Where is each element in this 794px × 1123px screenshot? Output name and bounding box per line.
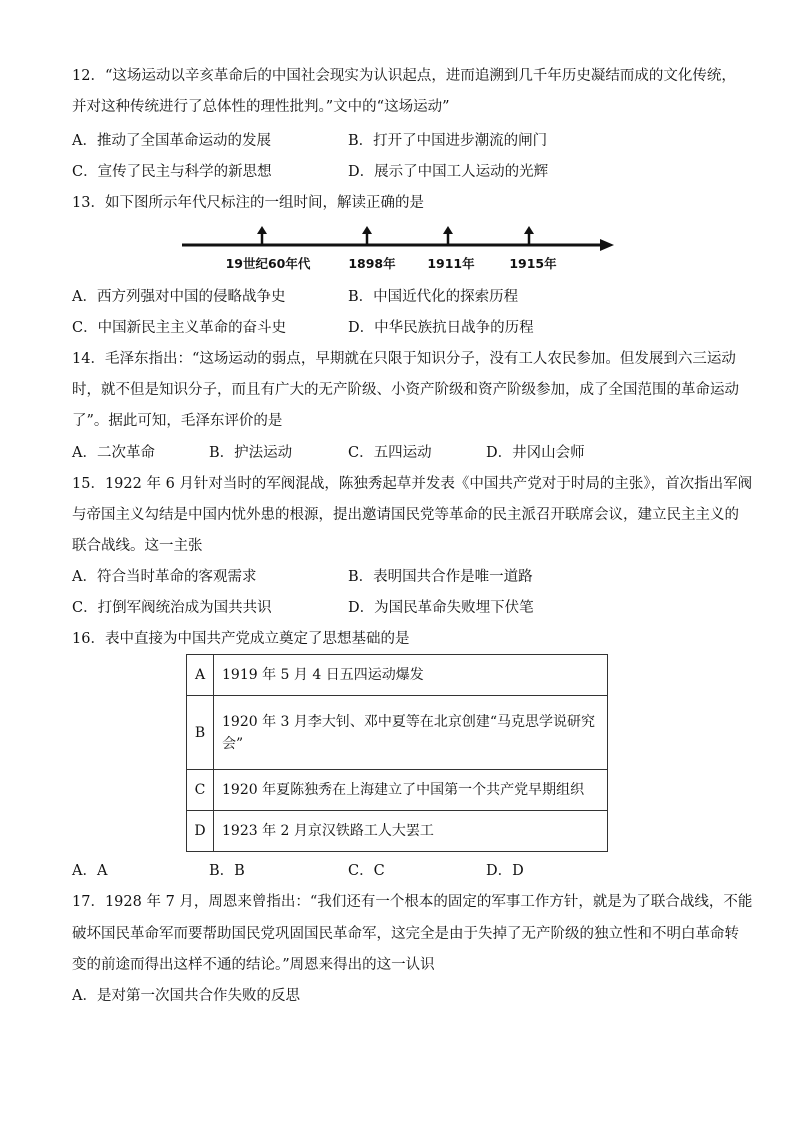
q16-option-d: D．D	[486, 863, 524, 879]
q13-option-c: C．中国新民主主义革命的奋斗史	[72, 320, 287, 336]
q13-option-a: A．西方列强对中国的侵略战争史	[72, 289, 286, 305]
q17-option-a: A．是对第一次国共合作失败的反思	[72, 988, 300, 1004]
timeline-label-3: 1911年	[427, 256, 475, 271]
q16-option-a: A．A	[72, 863, 108, 879]
q16-table	[186, 654, 608, 852]
q15-option-c: C．打倒军阀统治成为国共共识	[72, 600, 272, 616]
q17-stem-line1: 17．1928 年 7 月，周恩来曾指出：“我们还有一个根本的固定的军事工作方针，就是为了联合战线，不能	[72, 894, 753, 910]
q17-stem-line3: 变的前途而得出这样不通的结论。”周恩来得出的这一认识	[72, 957, 435, 973]
q12-stem-line1: 12．“这场运动以辛亥革命后的中国社会现实为认识起点，进而追溯到几千年历史凝结而成的文化传统，	[72, 68, 736, 84]
q14-option-c: C．五四运动	[348, 445, 432, 461]
q14-option-d: D．井冈山会师	[486, 445, 585, 461]
timeline-marker-1	[257, 226, 267, 245]
q15-stem-line1: 15．1922 年 6 月针对当时的军阀混战，陈独秀起草并发表《中国共产党对于时局的主张》，首次指出军阀	[72, 476, 753, 492]
q14-stem-line1: 14．毛泽东指出：“这场运动的弱点，早期就在只限于知识分子，没有工人农民参加。但发展到六三运动	[72, 351, 736, 367]
q16-stem: 16．表中直接为中国共产党成立奠定了思想基础的是	[72, 631, 410, 647]
q15-option-b: B．表明国共合作是唯一道路	[348, 569, 533, 585]
table-row-key: D	[187, 811, 214, 852]
timeline-label-4: 1915年	[509, 256, 557, 271]
table-row-key: A	[187, 655, 214, 696]
q12-option-d: D．展示了中国工人运动的光辉	[348, 164, 549, 180]
table-row-key: B	[187, 696, 214, 770]
q12-option-a: A．推动了全国革命运动的发展	[72, 133, 271, 149]
q13-option-b: B．中国近代化的探索历程	[348, 289, 519, 305]
q12-option-c: C．宣传了民主与科学的新思想	[72, 164, 272, 180]
timeline-marker-3	[443, 226, 453, 245]
table-row	[187, 655, 608, 696]
q16-option-b: B．B	[209, 863, 245, 879]
q15-stem-line2: 与帝国主义勾结是中国内忧外患的根源，提出邀请国民党等革命的民主派召开联席会议，建立民主主义的	[72, 507, 739, 523]
q16-option-c: C．C	[348, 863, 385, 879]
q14-stem-line3: 了”。据此可知，毛泽东评价的是	[72, 413, 283, 429]
q12-option-b: B．打开了中国进步潮流的闸门	[348, 133, 548, 149]
q13-stem: 13．如下图所示年代尺标注的一组时间，解读正确的是	[72, 195, 424, 211]
timeline-label-1: 19世纪60年代	[225, 256, 311, 271]
q15-option-a: A．符合当时革命的客观需求	[72, 569, 257, 585]
timeline-marker-2	[362, 226, 372, 245]
q12-stem-line2: 并对这种传统进行了总体性的理性批判。”文中的“这场运动”	[72, 99, 450, 115]
timeline-figure	[178, 224, 618, 276]
table-row-text: 1923 年 2 月京汉铁路工人大罢工	[214, 811, 608, 852]
table-row-text: 1920 年夏陈独秀在上海建立了中国第一个共产党早期组织	[214, 770, 608, 811]
q14-option-b: B．护法运动	[209, 445, 293, 461]
q15-option-d: D．为国民革命失败埋下伏笔	[348, 600, 534, 616]
timeline-label-2: 1898年	[348, 256, 396, 271]
table-row	[187, 770, 608, 811]
q13-option-d: D．中华民族抗日战争的历程	[348, 320, 534, 336]
table-row-text: 1920 年 3 月李大钊、邓中夏等在北京创建“马克思学说研究会”	[214, 696, 608, 770]
table-row-key: C	[187, 770, 214, 811]
q14-option-a: A．二次革命	[72, 445, 155, 461]
table-row	[187, 811, 608, 852]
table-row-text: 1919 年 5 月 4 日五四运动爆发	[214, 655, 608, 696]
q15-stem-line3: 联合战线。这一主张	[72, 538, 203, 554]
table-row	[187, 696, 608, 770]
q14-stem-line2: 时，就不但是知识分子，而且有广大的无产阶级、小资产阶级和资产阶级参加，成了全国范围的革命运动	[72, 382, 739, 398]
timeline-marker-4	[524, 226, 534, 245]
timeline-arrowhead	[600, 239, 614, 251]
q17-stem-line2: 破坏国民革命军而要帮助国民党巩固国民革命军，这完全是由于失掉了无产阶级的独立性和不明白革命转	[72, 926, 739, 942]
